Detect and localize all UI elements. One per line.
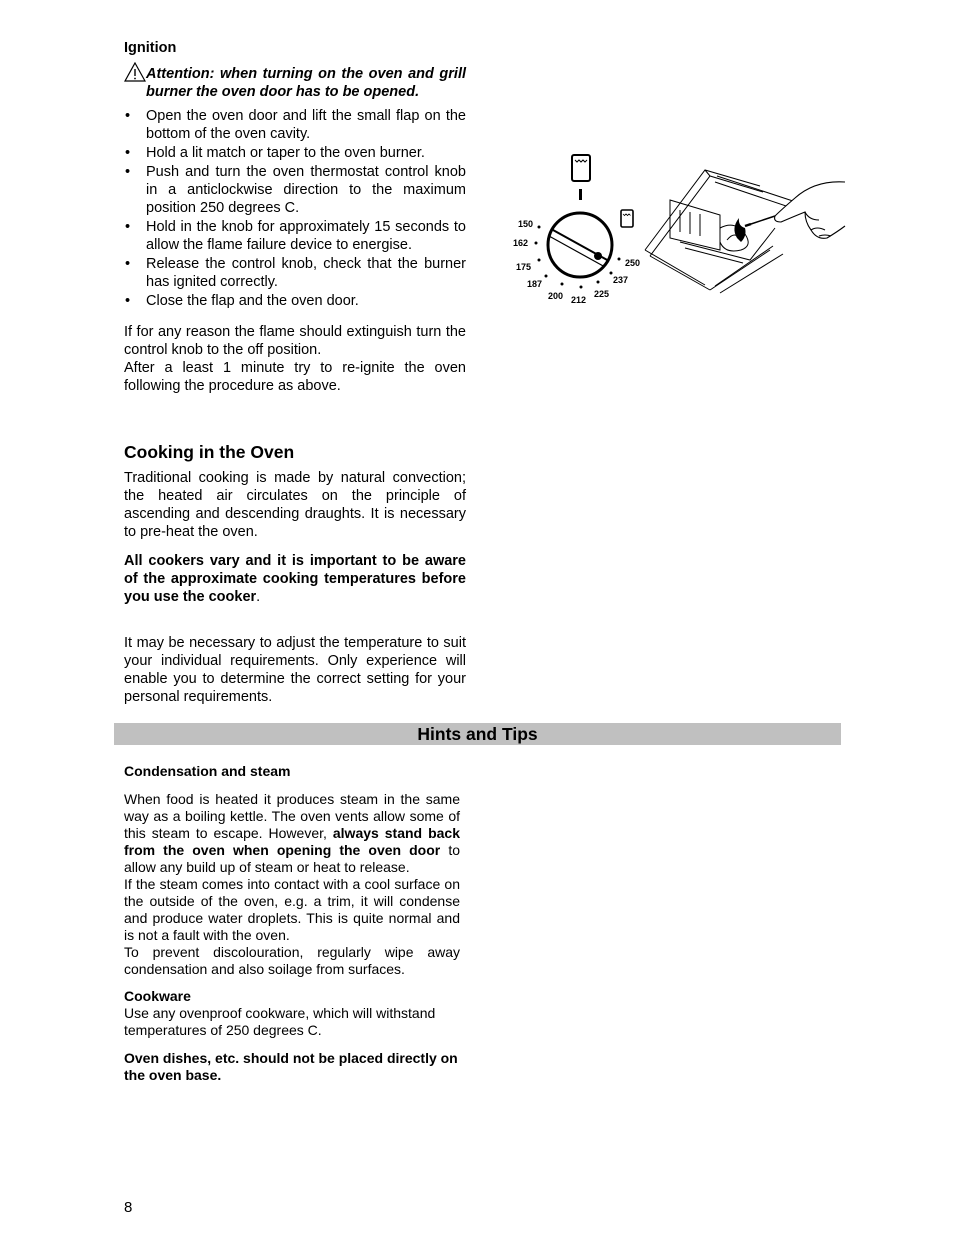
attention-text: Attention: when turning on the oven and grill burner the oven door has to be opened. xyxy=(146,66,466,100)
condensation-text: When food is heated it produces steam in the same way as a boiling kettle. The oven vents allow some of this steam to escape. However, xyxy=(124,791,460,841)
ignition-steps xyxy=(124,107,466,310)
flame-icon xyxy=(734,218,745,242)
condensation-text: to allow any build up of steam or heat to release. xyxy=(124,842,460,875)
dial-label: 187 xyxy=(527,279,543,289)
dial-label: 162 xyxy=(513,238,529,248)
dial-label: 212 xyxy=(571,295,587,305)
condensation-paragraph-2: If the steam comes into contact with a cool surface on the outside of the oven, e.g. a trim, it will condense and produce water droplets. This is quite normal and is not a fault with the oven. xyxy=(124,876,460,943)
list-item: • Hold in the knob for approximately 15 seconds to allow the flame failure device to energise. xyxy=(124,218,466,254)
dial-label: 150 xyxy=(518,219,534,229)
reignite-paragraph-2: After a least 1 minute try to re-ignite the oven following the procedure as above. xyxy=(124,360,466,394)
oven-dishes-warning: Oven dishes, etc. should not be placed directly on the oven base. xyxy=(124,1050,458,1083)
hints-section xyxy=(124,763,460,1084)
warning-triangle-icon xyxy=(124,62,146,82)
list-item: • Push and turn the oven thermostat control knob in a anticlockwise direction to the maximum position 250 degrees C. xyxy=(124,163,466,217)
condensation-paragraph-3: To prevent discolouration, regularly wipe away condensation and also soilage from surfaces. xyxy=(124,944,460,977)
thermostat-dial xyxy=(548,213,612,277)
oven-symbol-icon xyxy=(621,210,633,227)
dial-label: 175 xyxy=(516,262,532,272)
cookware-paragraph: Use any ovenproof cookware, which will withstand temperatures of 250 degrees C. xyxy=(124,1005,436,1038)
cooking-paragraph-1: Traditional cooking is made by natural convection; the heated air circulates on the principle of ascending and descending draughts. It is necessary to pre-heat the oven. xyxy=(124,470,466,540)
ignition-heading: Ignition xyxy=(124,40,177,56)
oven-cavity-drawing xyxy=(645,170,805,293)
dial-label: 225 xyxy=(594,289,610,299)
page-number: 8 xyxy=(124,1199,133,1216)
list-item: • Open the oven door and lift the small flap on the bottom of the oven cavity. xyxy=(124,107,466,143)
reignite-paragraph-1: If for any reason the flame should extinguish turn the control knob to the off position. xyxy=(124,324,466,358)
condensation-heading: Condensation and steam xyxy=(124,763,291,779)
condensation-warning: always stand back from the oven when opening the oven door xyxy=(124,825,461,858)
list-item: • Hold a lit match or taper to the oven burner. xyxy=(124,144,466,162)
cookware-heading: Cookware xyxy=(124,988,191,1004)
dial-label: 200 xyxy=(548,291,564,301)
list-item: • Release the control knob, check that the burner has ignited correctly. xyxy=(124,255,466,291)
grill-symbol-icon xyxy=(572,155,590,200)
cooking-bold-text: All cookers vary and it is important to be aware of the approximate cooking temperatures before you use the cooker xyxy=(124,553,466,605)
attention-note xyxy=(124,65,466,101)
condensation-paragraph-1 xyxy=(124,791,460,876)
cooking-bold-paragraph xyxy=(124,552,466,606)
list-item: • Close the flap and the oven door. xyxy=(124,292,466,310)
cooking-paragraph-2: It may be necessary to adjust the temperature to suit your individual requirements. Only experience will enable you to determine the correct setting for your personal requirements. xyxy=(124,635,466,705)
ignition-section xyxy=(124,39,466,395)
dial-label: 237 xyxy=(613,275,629,285)
cooking-section xyxy=(124,443,466,706)
cooking-heading: Cooking in the Oven xyxy=(124,442,295,462)
dial-label: 250 xyxy=(625,258,641,268)
cooking-bold-end: . xyxy=(256,589,261,605)
hints-banner: Hints and Tips xyxy=(114,723,841,745)
oven-ignition-illustration xyxy=(505,150,850,310)
